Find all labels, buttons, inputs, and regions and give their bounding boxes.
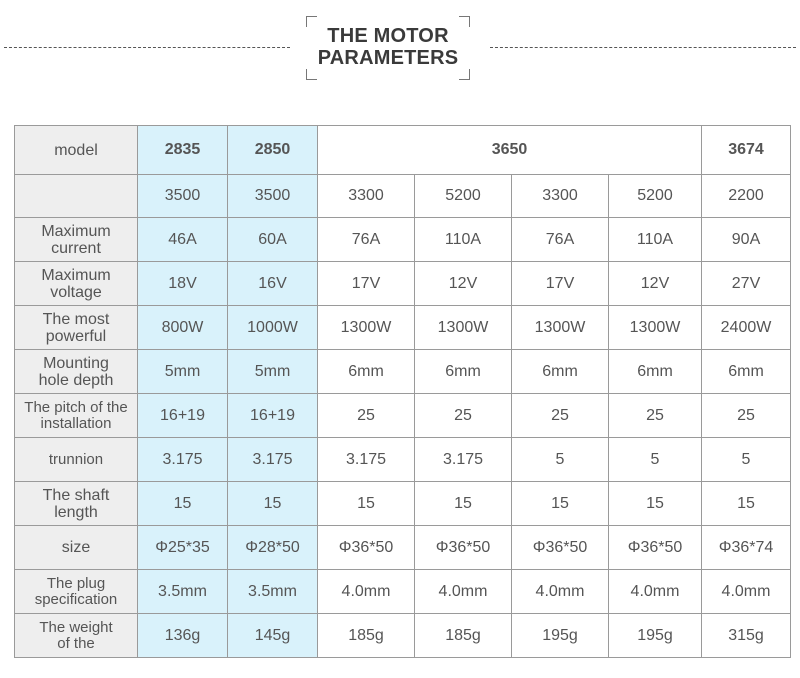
param-value: 15: [228, 482, 318, 526]
title-line-2: PARAMETERS: [317, 47, 459, 69]
param-label-line-1: The plug: [46, 574, 106, 592]
param-value: 1300W: [512, 306, 609, 350]
param-value: 1300W: [415, 306, 512, 350]
param-row: [15, 218, 791, 262]
param-label-line-1: The most: [42, 310, 110, 328]
param-label: [15, 350, 138, 394]
param-value: 17V: [318, 262, 415, 306]
param-label-line-2: specification: [34, 590, 118, 608]
kv-cell: 3500: [228, 175, 318, 218]
param-value: 136g: [138, 614, 228, 658]
param-value: 17V: [512, 262, 609, 306]
param-label-line-2: installation: [40, 414, 112, 432]
title-line-1: THE MOTOR: [327, 25, 449, 47]
kv-label: [15, 175, 138, 218]
param-value: 6mm: [318, 350, 415, 394]
param-value: 76A: [512, 218, 609, 262]
param-label: [15, 614, 138, 658]
param-label-line-1: size: [61, 539, 91, 556]
param-value: 315g: [702, 614, 791, 658]
param-label-line-1: The pitch of the: [24, 398, 128, 416]
param-value: 1000W: [228, 306, 318, 350]
param-value: 46A: [138, 218, 228, 262]
kv-cell: 3300: [318, 175, 415, 218]
title-divider-left: [4, 47, 290, 48]
param-value: Φ36*50: [318, 526, 415, 570]
param-value: 800W: [138, 306, 228, 350]
kv-row: [15, 175, 791, 218]
motor-parameters-table: [14, 125, 791, 658]
param-row: [15, 438, 791, 482]
param-value: 5: [512, 438, 609, 482]
param-value: 25: [415, 394, 512, 438]
param-value: 195g: [512, 614, 609, 658]
param-value: 16V: [228, 262, 318, 306]
param-value: 15: [609, 482, 702, 526]
param-value: 4.0mm: [318, 570, 415, 614]
param-value: 15: [512, 482, 609, 526]
param-value: 195g: [609, 614, 702, 658]
param-label-line-1: The shaft: [42, 486, 110, 504]
kv-cell: 5200: [415, 175, 512, 218]
title-divider-right: [490, 47, 796, 48]
param-value: 110A: [415, 218, 512, 262]
param-value: 6mm: [512, 350, 609, 394]
param-value: 5mm: [228, 350, 318, 394]
param-value: 5: [702, 438, 791, 482]
param-value: 27V: [702, 262, 791, 306]
param-value: 3.175: [228, 438, 318, 482]
param-value: 4.0mm: [415, 570, 512, 614]
param-value: 60A: [228, 218, 318, 262]
param-label: [15, 482, 138, 526]
param-value: 16+19: [228, 394, 318, 438]
param-value: 1300W: [609, 306, 702, 350]
param-value: 3.5mm: [228, 570, 318, 614]
model-2850: 2850: [228, 126, 318, 175]
param-label-line-1: trunnion: [48, 450, 104, 468]
param-value: 25: [702, 394, 791, 438]
param-value: 6mm: [415, 350, 512, 394]
param-label-line-2: of the: [57, 634, 95, 652]
param-label-line-2: hole depth: [38, 371, 114, 389]
param-value: Φ36*50: [512, 526, 609, 570]
param-value: 12V: [609, 262, 702, 306]
param-row: [15, 526, 791, 570]
param-value: 5: [609, 438, 702, 482]
param-label-line-1: Mounting: [43, 354, 109, 372]
param-value: 12V: [415, 262, 512, 306]
param-value: 5mm: [138, 350, 228, 394]
param-row: [15, 394, 791, 438]
title-banner: [0, 0, 800, 100]
param-value: 4.0mm: [512, 570, 609, 614]
param-label: [15, 218, 138, 262]
param-label: [15, 262, 138, 306]
param-row: [15, 570, 791, 614]
kv-cell: 3300: [512, 175, 609, 218]
param-row: [15, 306, 791, 350]
param-label: [15, 438, 138, 482]
param-label-line-1: Maximum: [41, 266, 111, 284]
param-value: Φ28*50: [228, 526, 318, 570]
param-value: 25: [609, 394, 702, 438]
param-value: 3.175: [138, 438, 228, 482]
page-title: [306, 16, 470, 69]
param-value: 15: [415, 482, 512, 526]
param-value: Φ25*35: [138, 526, 228, 570]
param-row: [15, 482, 791, 526]
header-row: [15, 126, 791, 175]
param-value: 185g: [415, 614, 512, 658]
param-label: [15, 394, 138, 438]
param-label-line-2: length: [54, 503, 98, 521]
param-value: 145g: [228, 614, 318, 658]
param-label-line-1: Maximum: [41, 222, 111, 240]
param-label-line-2: current: [51, 239, 101, 257]
param-value: 3.175: [415, 438, 512, 482]
param-label: [15, 526, 138, 570]
param-value: 4.0mm: [702, 570, 791, 614]
param-value: 3.5mm: [138, 570, 228, 614]
param-value: 6mm: [609, 350, 702, 394]
param-value: 90A: [702, 218, 791, 262]
param-value: 1300W: [318, 306, 415, 350]
param-value: 3.175: [318, 438, 415, 482]
kv-cell: 3500: [138, 175, 228, 218]
model-3674: 3674: [702, 126, 791, 175]
param-value: Φ36*50: [415, 526, 512, 570]
param-row: [15, 350, 791, 394]
param-value: 18V: [138, 262, 228, 306]
param-value: 6mm: [702, 350, 791, 394]
param-label-line-2: voltage: [50, 283, 102, 301]
param-value: 25: [318, 394, 415, 438]
kv-cell: 5200: [609, 175, 702, 218]
param-label-line-1: The weight: [39, 618, 113, 636]
param-value: 15: [702, 482, 791, 526]
model-2835: 2835: [138, 126, 228, 175]
param-row: [15, 262, 791, 306]
kv-cell: 2200: [702, 175, 791, 218]
param-label: [15, 306, 138, 350]
param-row: [15, 614, 791, 658]
param-value: 16+19: [138, 394, 228, 438]
param-label: [15, 570, 138, 614]
header-label: model: [15, 126, 138, 175]
title-frame: [306, 16, 470, 80]
param-value: 110A: [609, 218, 702, 262]
model-3650: 3650: [318, 126, 702, 175]
param-value: 25: [512, 394, 609, 438]
param-value: Φ36*74: [702, 526, 791, 570]
param-label-line-2: powerful: [45, 327, 107, 345]
param-value: 4.0mm: [609, 570, 702, 614]
param-value: 76A: [318, 218, 415, 262]
param-value: 185g: [318, 614, 415, 658]
param-value: 2400W: [702, 306, 791, 350]
param-value: Φ36*50: [609, 526, 702, 570]
param-value: 15: [138, 482, 228, 526]
param-value: 15: [318, 482, 415, 526]
